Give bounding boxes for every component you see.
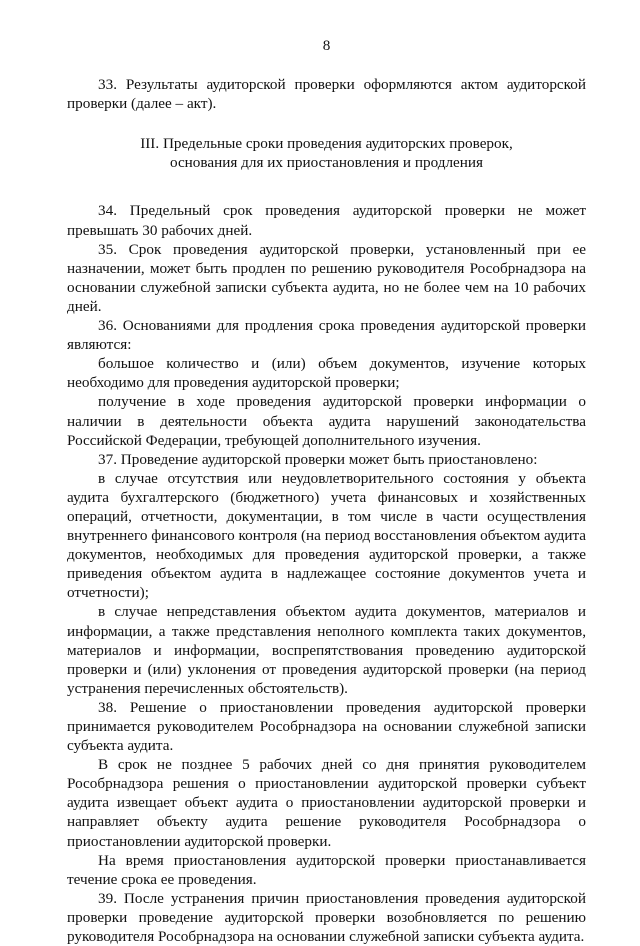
- page-number: 8: [322, 37, 331, 54]
- section-heading-line-1: III. Предельные сроки проведения аудиторских проверок,: [140, 135, 513, 153]
- paragraph-37-item-2: в случае непредставления объектом аудита документов, материалов и информации, а также представления неполного комплекта таких документов, материалов и информации, воспрепятствования проведению аудиторской проверки и (или) уклонения от проведения аудиторской проверки (на период устранения перечисленных обстоятельств).: [67, 603, 586, 697]
- paragraph-37: 37. Проведение аудиторской проверки может быть приостановлено:: [98, 450, 538, 468]
- paragraph-37-item-1: в случае отсутствия или неудовлетворительного состояния у объекта аудита бухгалтерского (бюджетного) учета финансовых и хозяйственных операций, отчетности, документации, в том числе в части осуществления внутреннего финансового контроля (на период восстановления объектом аудита документов, необходимых для проведения аудиторской проверки, а также приведения объектом аудита в надлежащее состояние документов учета и отчетности);: [67, 469, 587, 602]
- paragraph-33: 33. Результаты аудиторской проверки оформляются актом аудиторской проверки (далее – акт).: [67, 76, 586, 113]
- paragraph-34: 34. Предельный срок проведения аудиторской проверки не может превышать 30 рабочих дней.: [67, 202, 586, 239]
- paragraph-36-item-2: получение в ходе проведения аудиторской проверки информации о наличии в деятельности объекта аудита нарушений законодательства Российской Федерации, требующей дополнительного изучения.: [67, 393, 586, 449]
- paragraph-38: 38. Решение о приостановлении проведения аудиторской проверки принимается руководителем Рособрнадзора на основании служебной записки субъекта аудита.: [67, 698, 586, 755]
- paragraph-36-item-1: большое количество и (или) объем документов, изучение которых необходимо для проведения аудиторской проверки;: [67, 355, 586, 392]
- paragraph-39: 39. После устранения причин приостановления проведения аудиторской проверки проведение аудиторской проверки возобновляется по решению руководителя Рособрнадзора на основании служебной записки субъекта аудита.: [67, 889, 586, 946]
- paragraph-35: 35. Срок проведения аудиторской проверки, установленный при ее назначении, может быть продлен по решению руководителя Рособрнадзора на основании служебной записки субъекта аудита, но не более чем на 10 рабочих дней.: [67, 240, 586, 315]
- paragraph-36: 36. Основаниями для продления срока проведения аудиторской проверки являются:: [67, 317, 586, 354]
- paragraph-38-notice: В срок не позднее 5 рабочих дней со дня принятия руководителем Рособрнадзора решения о приостановлении аудиторской проверки субъект аудита извещает объект аудита о приостановлении аудиторской проверки и направляет объекту аудита решение руководителя Рособрнадзора о приостановлении аудиторской проверки.: [67, 756, 586, 850]
- section-heading: [67, 134, 586, 172]
- section-heading-line-2: основания для их приостановления и продления: [169, 154, 484, 172]
- paragraph-38-suspension-time: На время приостановления аудиторской проверки приостанавливается течение срока ее проведения.: [67, 851, 586, 888]
